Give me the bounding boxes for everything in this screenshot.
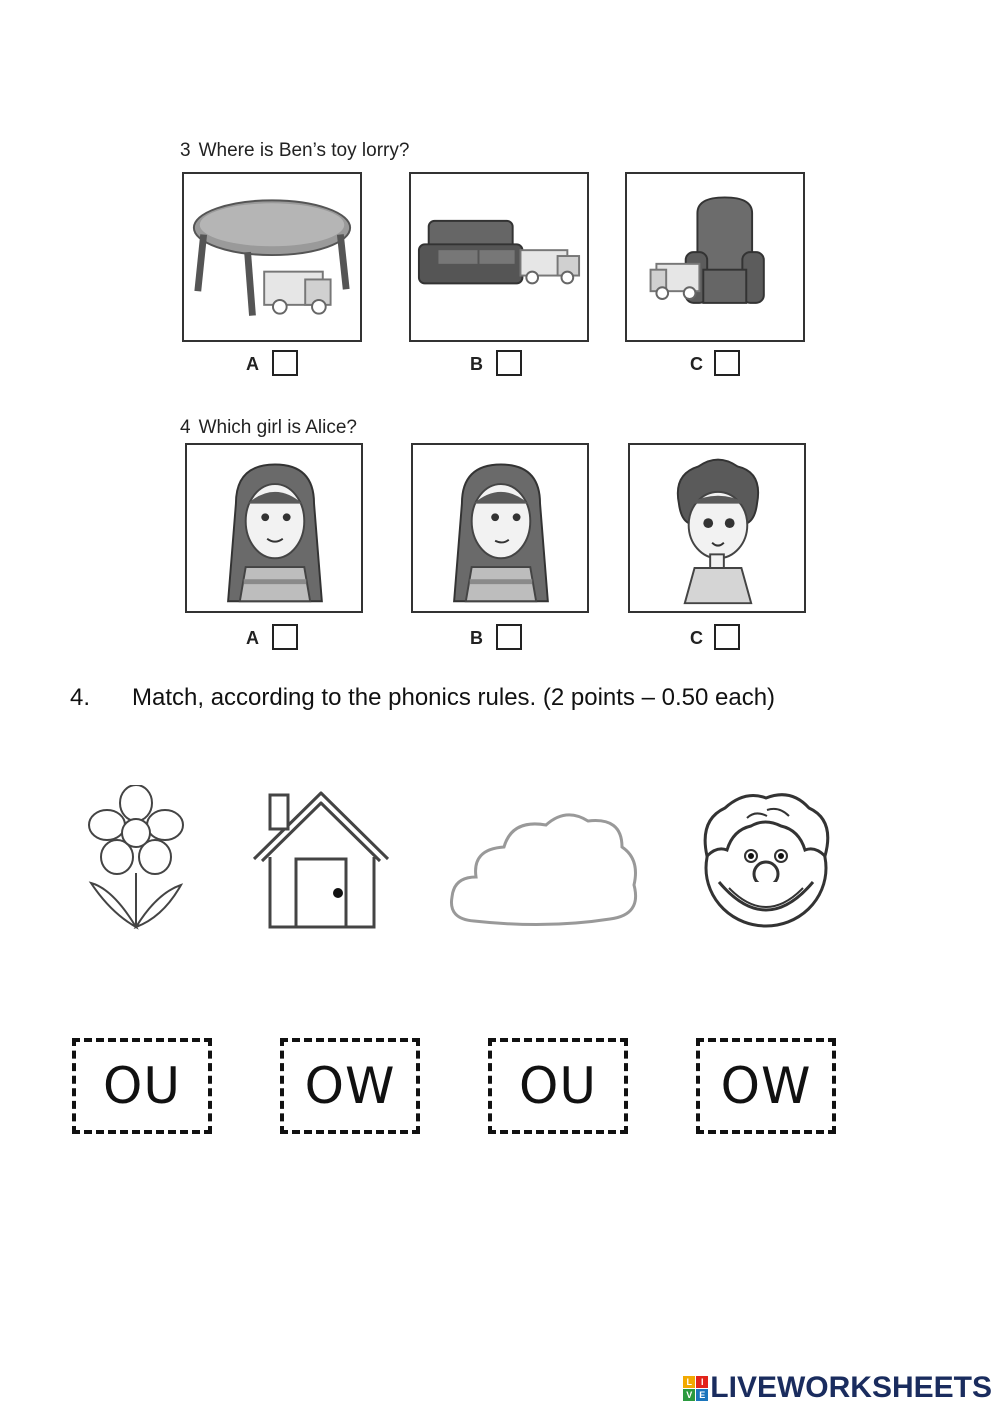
q4-option-c-picture [628, 443, 806, 613]
sofa-with-toy-lorry-icon [411, 174, 587, 340]
q3-option-a-label: A [246, 354, 259, 374]
word-card-3[interactable] [488, 1038, 628, 1134]
q3-option-b-checkbox[interactable] [496, 350, 522, 376]
house-drawing [250, 787, 392, 929]
liveworksheets-logo [683, 1371, 992, 1405]
q4-option-b-picture [411, 443, 589, 613]
word-card-1[interactable] [72, 1038, 212, 1134]
section-4-number: 4. [70, 684, 91, 711]
q4-option-a-picture [185, 443, 363, 613]
word-card-1-text: OU [103, 1057, 181, 1115]
flower-drawing [85, 785, 187, 930]
q3-option-a-picture [182, 172, 362, 342]
cloud-icon[interactable] [446, 803, 642, 931]
q4-option-c-label: C [690, 628, 703, 648]
girl-long-hair-looking-side-icon [413, 445, 587, 611]
logo-mark-letter-2: I [696, 1376, 708, 1388]
liveworksheets-logo-mark-icon [683, 1376, 708, 1401]
boy-curly-hair-icon [630, 445, 804, 611]
question-4-title [180, 417, 357, 439]
girl-long-hair-smiling-icon [187, 445, 361, 611]
q3-option-c-picture [625, 172, 805, 342]
section-4-instructions: Match, according to the phonics rules. (2 points – 0.50 each) [132, 684, 776, 711]
q3-option-b-label: B [470, 354, 483, 374]
q4-option-b-checkbox[interactable] [496, 624, 522, 650]
clown-drawing [695, 790, 837, 930]
q3-option-a-checkbox[interactable] [272, 350, 298, 376]
q4-option-b-label: B [470, 628, 483, 648]
table-with-toy-lorry-icon [184, 174, 360, 340]
logo-mark-letter-3: V [683, 1389, 695, 1401]
clown-icon[interactable] [695, 790, 837, 930]
word-card-2-text: OW [304, 1057, 396, 1115]
q4-option-c-checkbox[interactable] [714, 624, 740, 650]
word-card-4[interactable] [696, 1038, 836, 1134]
word-card-2[interactable] [280, 1038, 420, 1134]
flower-icon[interactable] [85, 785, 187, 930]
question-3-text: Where is Ben’s toy lorry? [198, 140, 410, 161]
question-3-title [180, 140, 409, 162]
q4-option-a-checkbox[interactable] [272, 624, 298, 650]
q3-option-b-picture [409, 172, 589, 342]
q3-option-c-checkbox[interactable] [714, 350, 740, 376]
armchair-with-toy-lorry-icon [627, 174, 803, 340]
logo-mark-letter-4: E [696, 1389, 708, 1401]
liveworksheets-logo-text: LIVEWORKSHEETS [710, 1371, 992, 1404]
q4-option-a-label: A [246, 628, 259, 648]
logo-mark-letter-1: L [683, 1376, 695, 1388]
question-3-number: 3 [180, 140, 191, 161]
word-card-4-text: OW [720, 1057, 812, 1115]
word-card-3-text: OU [519, 1057, 597, 1115]
question-4-text: Which girl is Alice? [198, 417, 357, 438]
house-icon[interactable] [250, 787, 392, 929]
question-4-number: 4 [180, 417, 191, 438]
cloud-drawing [446, 803, 642, 931]
q3-option-c-label: C [690, 354, 703, 374]
